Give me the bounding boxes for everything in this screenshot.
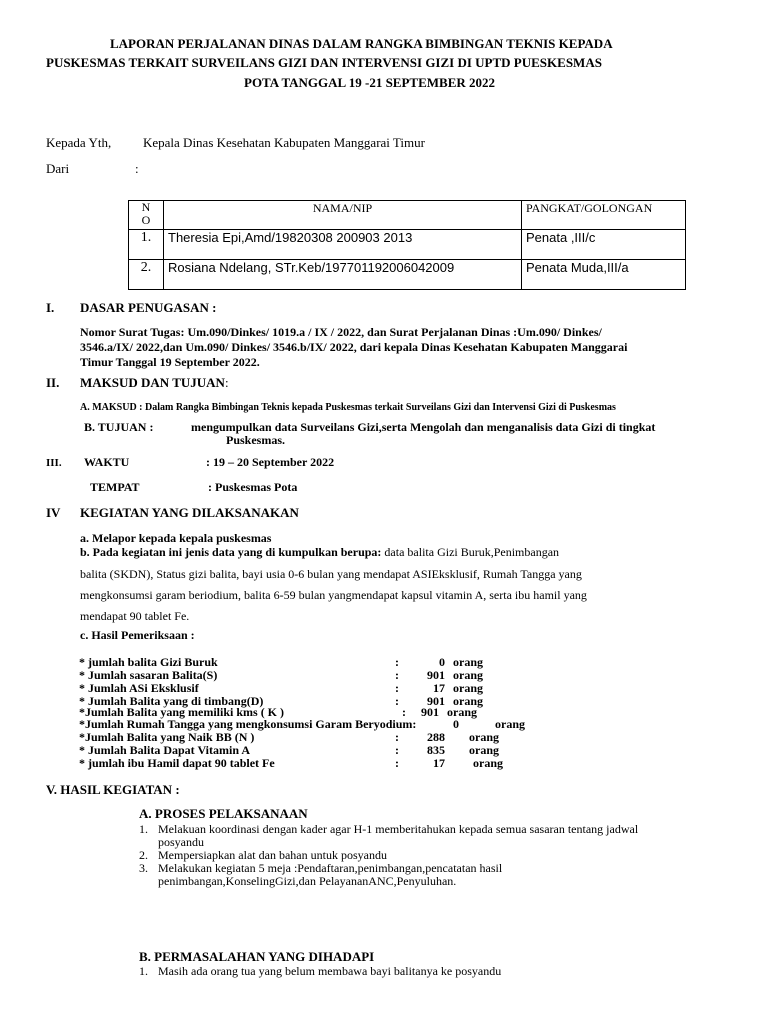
result-label: * Jumlah Balita Dapat Vitamin A (79, 743, 251, 757)
result-unit: orang (453, 668, 483, 682)
result-label: * jumlah balita Gizi Buruk (79, 655, 218, 669)
result-separator: : (395, 694, 399, 708)
result-label: *Jumlah Balita yang Naik BB (N ) (79, 730, 255, 744)
header-pangkat: PANGKAT/GOLONGAN (522, 201, 686, 230)
section2-number: II. (46, 375, 60, 390)
result-label: * Jumlah sasaran Balita(S) (79, 668, 218, 682)
result-value: 288 (427, 730, 445, 744)
kepada-value: Kepala Dinas Kesehatan Kabupaten Manggarai Timur (143, 135, 425, 150)
result-label: * Jumlah Balita yang di timbang(D) (79, 694, 264, 708)
result-unit: orang (447, 705, 477, 719)
waktu-value: : 19 – 20 September 2022 (206, 455, 335, 469)
result-separator: : (402, 705, 406, 719)
masalah-line: Masih ada orang tua yang belum membawa bayi balitanya ke posyandu (158, 964, 502, 978)
proses-line: Mempersiapkan alat dan bahan untuk posyandu (158, 848, 387, 862)
result-value: 901 (427, 668, 445, 682)
result-unit: orang (473, 756, 503, 770)
result-value: 17 (433, 681, 445, 695)
table-row (129, 230, 686, 260)
section1-line-3: Timur Tanggal 19 September 2022. (80, 355, 260, 369)
section1-line-1: Nomor Surat Tugas: Um.090/Dinkes/ 1019.a / IX / 2022, dan Surat Perjalanan Dinas :Um.090/ Dinkes/ (80, 325, 602, 339)
title-line-3: POTA TANGGAL 19 -21 SEPTEMBER 2022 (244, 75, 496, 90)
item-a: a. Melapor kepada kepala puskesmas (80, 531, 272, 545)
result-separator: : (395, 730, 399, 744)
result-label: * jumlah ibu Hamil dapat 90 tablet Fe (79, 756, 275, 770)
masalah-heading: B. PERMASALAHAN YANG DIHADAPI (139, 949, 375, 964)
row-nama: Theresia Epi,Amd/19820308 200903 2013 (164, 230, 522, 260)
table-header-row (129, 201, 686, 230)
header-no-line2: O (141, 213, 151, 227)
section3-number: III. (46, 457, 62, 469)
result-value: 0 (453, 717, 459, 731)
section2-heading-text: MAKSUD DAN TUJUAN (80, 375, 225, 390)
result-value: 901 (427, 694, 445, 708)
header-no (129, 201, 164, 230)
proses-number: 3. (139, 861, 148, 875)
maksud-text: A. MAKSUD : Dalam Rangka Bimbingan Teknis kepada Puskesmas terkait Surveilans Gizi dan Intervensi Gizi di Puskesmas (80, 402, 616, 413)
table-row (129, 260, 686, 290)
title-line-2: PUSKESMAS TERKAIT SURVEILANS GIZI DAN INTERVENSI GIZI DI UPTD PUESKESMAS (46, 55, 602, 70)
waktu-label: WAKTU (84, 455, 130, 469)
row-pangkat: Penata Muda,III/a (522, 260, 686, 290)
section1-heading: DASAR PENUGASAN : (80, 300, 217, 315)
proses-number: 1. (139, 822, 148, 836)
item-b-label: b. Pada kegiatan ini jenis data yang di kumpulkan berupa: (80, 545, 382, 559)
result-unit: orang (495, 717, 525, 731)
masalah-number: 1. (139, 964, 148, 978)
result-separator: : (395, 668, 399, 682)
result-value: 17 (433, 756, 445, 770)
proses-line: Melakuan koordinasi dengan kader agar H-1 memberitahukan kepada semua sasaran tentang jadwal (158, 822, 639, 836)
proses-line: Melakukan kegiatan 5 meja :Pendaftaran,penimbangan,pencatatan hasil (158, 861, 503, 875)
result-unit: orang (469, 730, 499, 744)
section4-heading: KEGIATAN YANG DILAKSANAKAN (80, 505, 299, 520)
result-label: *Jumlah Balita yang memiliki kms ( K ) (79, 705, 285, 719)
staff-table (128, 200, 686, 290)
tempat-label: TEMPAT (90, 480, 140, 494)
header-no-line1: N (141, 200, 151, 214)
result-label: *Jumlah Rumah Tangga yang mengkonsumsi Garam Beryodium: (79, 717, 417, 731)
result-value: 835 (427, 743, 445, 757)
row-no: 1. (129, 230, 164, 260)
item-b-text: data balita Gizi Buruk,Penimbangan (381, 545, 560, 559)
result-separator: : (395, 756, 399, 770)
section5-heading: V. HASIL KEGIATAN : (46, 782, 180, 797)
result-separator: : (395, 655, 399, 669)
section2-heading (80, 375, 229, 391)
result-value: 901 (421, 705, 439, 719)
item-b-line-4: mendapat 90 tablet Fe. (80, 609, 190, 623)
proses-number: 2. (139, 848, 148, 862)
result-unit: orang (469, 743, 499, 757)
kepada-label: Kepada Yth, (46, 135, 112, 150)
title-line-1: LAPORAN PERJALANAN DINAS DALAM RANGKA BIMBINGAN TEKNIS KEPADA (110, 36, 613, 51)
result-unit: orang (453, 655, 483, 669)
item-b-line-1 (80, 545, 559, 560)
section1-number: I. (46, 300, 55, 315)
dari-separator: : (135, 161, 139, 176)
proses-line-cont: posyandu (158, 835, 204, 849)
item-c: c. Hasil Pemeriksaan : (80, 628, 195, 642)
section4-number: IV (46, 505, 61, 520)
section2-heading-colon: : (224, 375, 229, 390)
result-separator: : (395, 681, 399, 695)
proses-heading: A. PROSES PELAKSANAAN (139, 806, 308, 821)
tempat-value: : Puskesmas Pota (208, 480, 298, 494)
result-value: 0 (439, 655, 445, 669)
tujuan-label: B. TUJUAN : (84, 420, 154, 434)
row-pangkat: Penata ,III/c (522, 230, 686, 260)
dari-label: Dari (46, 161, 70, 176)
result-unit: orang (453, 694, 483, 708)
item-b-line-3: mengkonsumsi garam beriodium, balita 6-59 bulan yangmendapat kapsul vitamin A, serta ibu hamil yang (80, 588, 587, 602)
header-nama: NAMA/NIP (164, 201, 522, 230)
row-no: 2. (129, 260, 164, 290)
section1-line-2: 3546.a/IX/ 2022,dan Um.090/ Dinkes/ 3546.b/IX/ 2022, dari kepala Dinas Kesehatan Kabupaten Manggarai (80, 340, 628, 354)
proses-line-cont: penimbangan,KonselingGizi,dan PelayananANC,Penyuluhan. (158, 874, 457, 888)
result-unit: orang (453, 681, 483, 695)
tujuan-line-1: mengumpulkan data Surveilans Gizi,serta Mengolah dan menganalisis data Gizi di tingkat (191, 420, 656, 434)
tujuan-line-2: Puskesmas. (226, 433, 286, 447)
result-label: * Jumlah ASi Eksklusif (79, 681, 199, 695)
row-nama: Rosiana Ndelang, STr.Keb/197701192006042009 (164, 260, 522, 290)
result-separator: : (395, 743, 399, 757)
item-b-line-2: balita (SKDN), Status gizi balita, bayi usia 0-6 bulan yang mendapat ASIEksklusif, Rumah Tangga yang (80, 567, 582, 581)
